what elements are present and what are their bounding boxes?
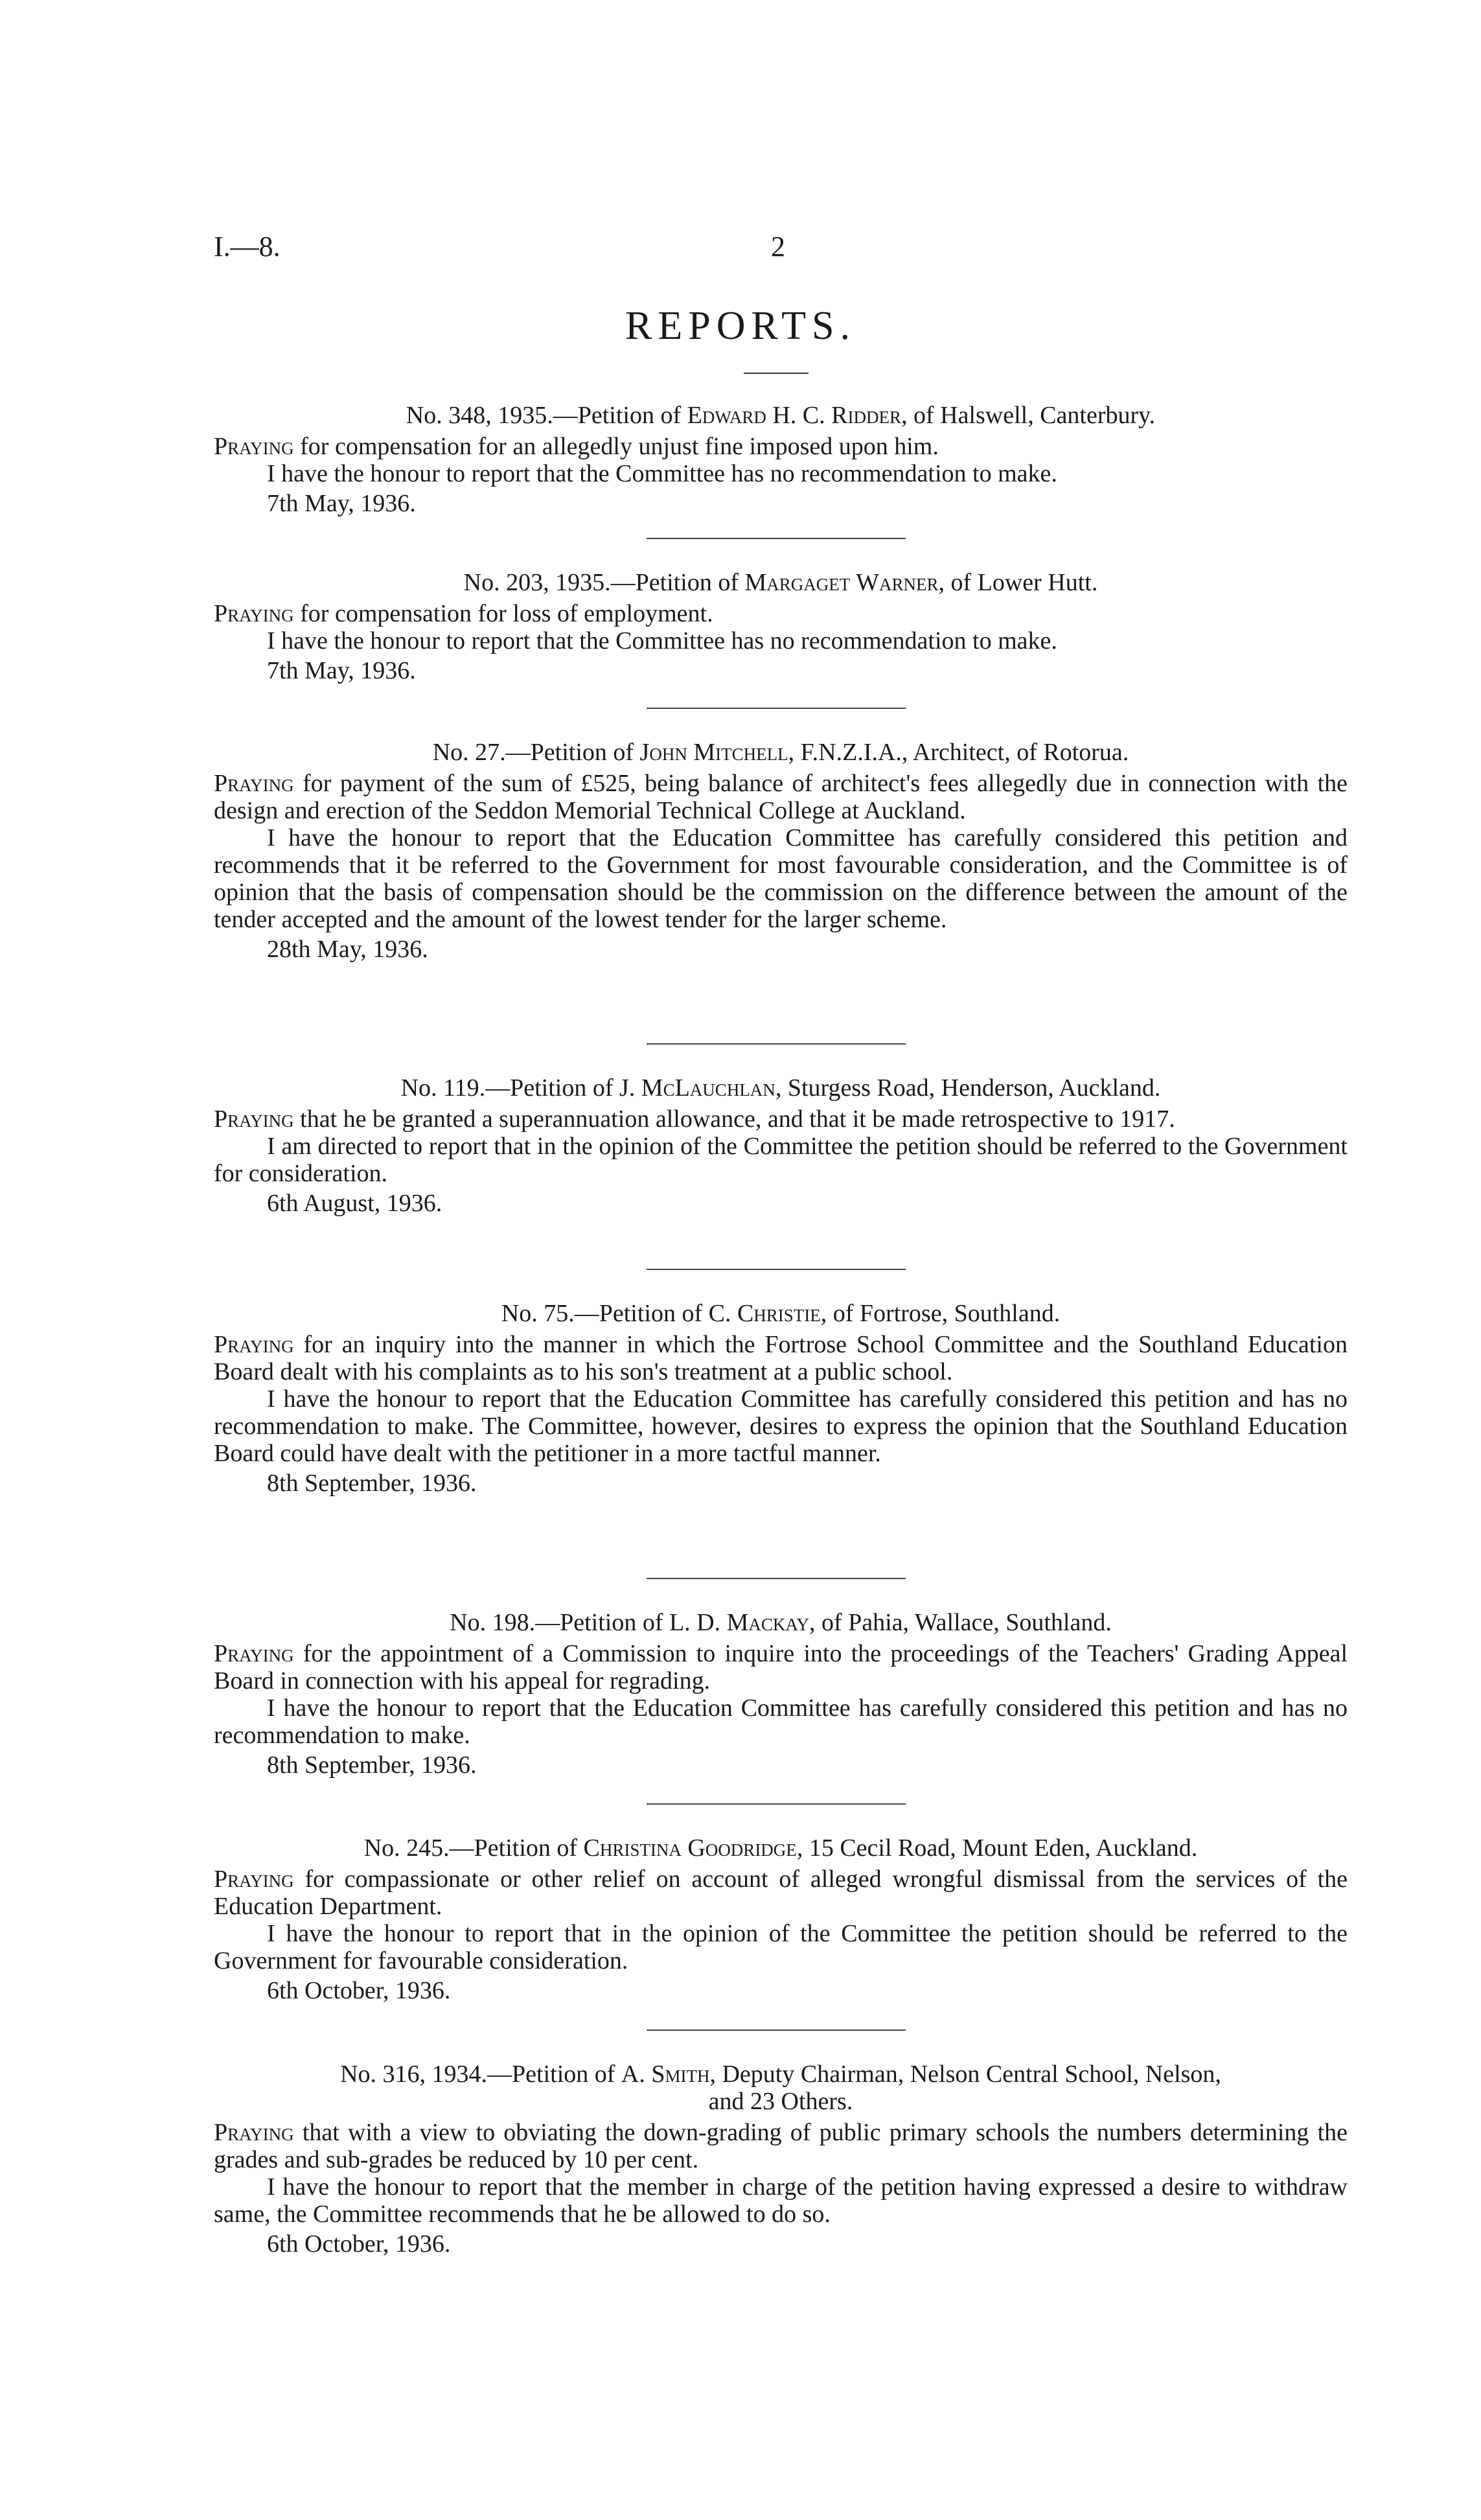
petition-praying: Praying for the appointment of a Commission to inquire into the proceedings of the Teachers' Grading Appeal Board in connection with his appeal for regrading.: [214, 1640, 1348, 1694]
petition-heading: No. 348, 1935.—Petition of Edward H. C. Ridder, of Halswell, Canterbury.: [406, 402, 1156, 429]
petition-heading: No. 75.—Petition of C. Christie, of Fortrose, Southland.: [501, 1300, 1061, 1327]
report-date: 7th May, 1936.: [267, 657, 416, 684]
section-divider: [647, 538, 906, 539]
committee-report: I have the honour to report that the Committee has no recommendation to make.: [267, 627, 1057, 654]
petition-entry: [214, 402, 1348, 517]
petition-praying: Praying for compassionate or other relief on account of alleged wrongful dismissal from the services of the Education Department.: [214, 1866, 1348, 1920]
report-date: 6th August, 1936.: [267, 1190, 442, 1217]
report-date: 6th October, 1936.: [267, 2230, 451, 2258]
petitioner-name: Edward H. C. Ridder: [687, 402, 901, 429]
petitioner-name: C. Christie: [708, 1300, 821, 1327]
page-header: [214, 230, 1348, 282]
petition-heading: No. 27.—Petition of John Mitchell, F.N.Z.I.A., Architect, of Rotorua.: [432, 739, 1129, 766]
committee-report: I have the honour to report that the Education Committee has carefully considered this petition and has no recommendation to make. The Committee, however, desires to express the opinion that the Southland Education Board could have dealt with the petitioner in a more tactful manner.: [214, 1385, 1348, 1467]
section-divider: [647, 1043, 906, 1045]
committee-report: I am directed to report that in the opinion of the Committee the petition should be referred to the Government for consideration.: [214, 1133, 1348, 1187]
petition-heading: No. 245.—Petition of Christina Goodridge, 15 Cecil Road, Mount Eden, Auckland.: [363, 1834, 1198, 1862]
document-reference: I.—8.: [214, 231, 281, 262]
petition-praying: Praying for payment of the sum of £525, being balance of architect's fees allegedly due in connection with the design and erection of the Seddon Memorial Technical College at Auckland.: [214, 770, 1348, 824]
petition-entry: [214, 2061, 1348, 2258]
report-date: 7th May, 1936.: [267, 490, 416, 517]
committee-report: I have the honour to report that in the opinion of the Committee the petition should be referred to the Government for favourable consideration.: [214, 1920, 1348, 1974]
title-rule: [744, 373, 809, 374]
petition-entry: [214, 739, 1348, 963]
section-divider: [647, 1269, 906, 1270]
committee-report: I have the honour to report that the member in charge of the petition having expressed a desire to withdraw same, the Committee recommends that he be allowed to do so.: [214, 2173, 1348, 2228]
petition-praying: Praying for compensation for an allegedly unjust fine imposed upon him.: [214, 433, 939, 460]
petition-heading: No. 119.—Petition of J. McLauchlan, Sturgess Road, Henderson, Auckland.: [400, 1074, 1161, 1102]
petitioner-name: L. D. Mackay: [669, 1609, 809, 1636]
petition-praying: Praying for an inquiry into the manner in which the Fortrose School Committee and the Southland Education Board dealt with his complaints as to his son's treatment at a public school.: [214, 1331, 1348, 1385]
section-divider: [647, 1578, 906, 1579]
section-divider: [647, 708, 906, 709]
petition-praying: Praying that with a view to obviating the down-grading of public primary schools the numbers determining the grades and sub-grades be reduced by 10 per cent.: [214, 2119, 1348, 2173]
petitioner-name: John Mitchell: [639, 739, 788, 766]
petitioner-name: Margaget Warner: [744, 569, 939, 596]
petition-heading-continued: and 23 Others.: [708, 2088, 853, 2115]
petition-entry: [214, 1834, 1348, 2004]
page-number: 2: [771, 231, 785, 262]
committee-report: I have the honour to report that the Committee has no recommendation to make.: [267, 460, 1057, 487]
petitioner-name: A. Smith: [621, 2061, 710, 2088]
petition-entry: [214, 1074, 1348, 1217]
petition-praying: Praying that he be granted a superannuation allowance, and that it be made retrospective to 1917.: [214, 1105, 1175, 1133]
report-date: 6th October, 1936.: [267, 1977, 451, 2004]
petition-entry: [214, 569, 1348, 684]
report-date: 8th September, 1936.: [267, 1751, 477, 1779]
petition-heading: No. 316, 1934.—Petition of A. Smith, Deputy Chairman, Nelson Central School, Nelson,: [340, 2061, 1221, 2088]
petition-entry: [214, 1300, 1348, 1497]
petition-praying: Praying for compensation for loss of employment.: [214, 600, 713, 627]
section-divider: [647, 2029, 906, 2031]
petitioner-name: Christina Goodridge: [583, 1834, 797, 1862]
committee-report: I have the honour to report that the Education Committee has carefully considered this petition and recommends that it be referred to the Government for most favourable consideration, and the Committee is of opinion that the basis of compensation should be the commission on the difference between the amount of the tender accepted and the amount of the lowest tender for the larger scheme.: [214, 824, 1348, 933]
page-title: REPORTS.: [625, 304, 856, 348]
report-date: 8th September, 1936.: [267, 1470, 477, 1497]
petition-entry: [214, 1609, 1348, 1779]
report-date: 28th May, 1936.: [267, 936, 428, 963]
committee-report: I have the honour to report that the Education Committee has carefully considered this petition and has no recommendation to make.: [214, 1694, 1348, 1749]
petitioner-name: J. McLauchlan: [619, 1074, 775, 1102]
section-divider: [647, 1803, 906, 1805]
petition-heading: No. 198.—Petition of L. D. Mackay, of Pahia, Wallace, Southland.: [450, 1609, 1112, 1636]
petition-heading: No. 203, 1935.—Petition of Margaget Warner, of Lower Hutt.: [463, 569, 1098, 596]
